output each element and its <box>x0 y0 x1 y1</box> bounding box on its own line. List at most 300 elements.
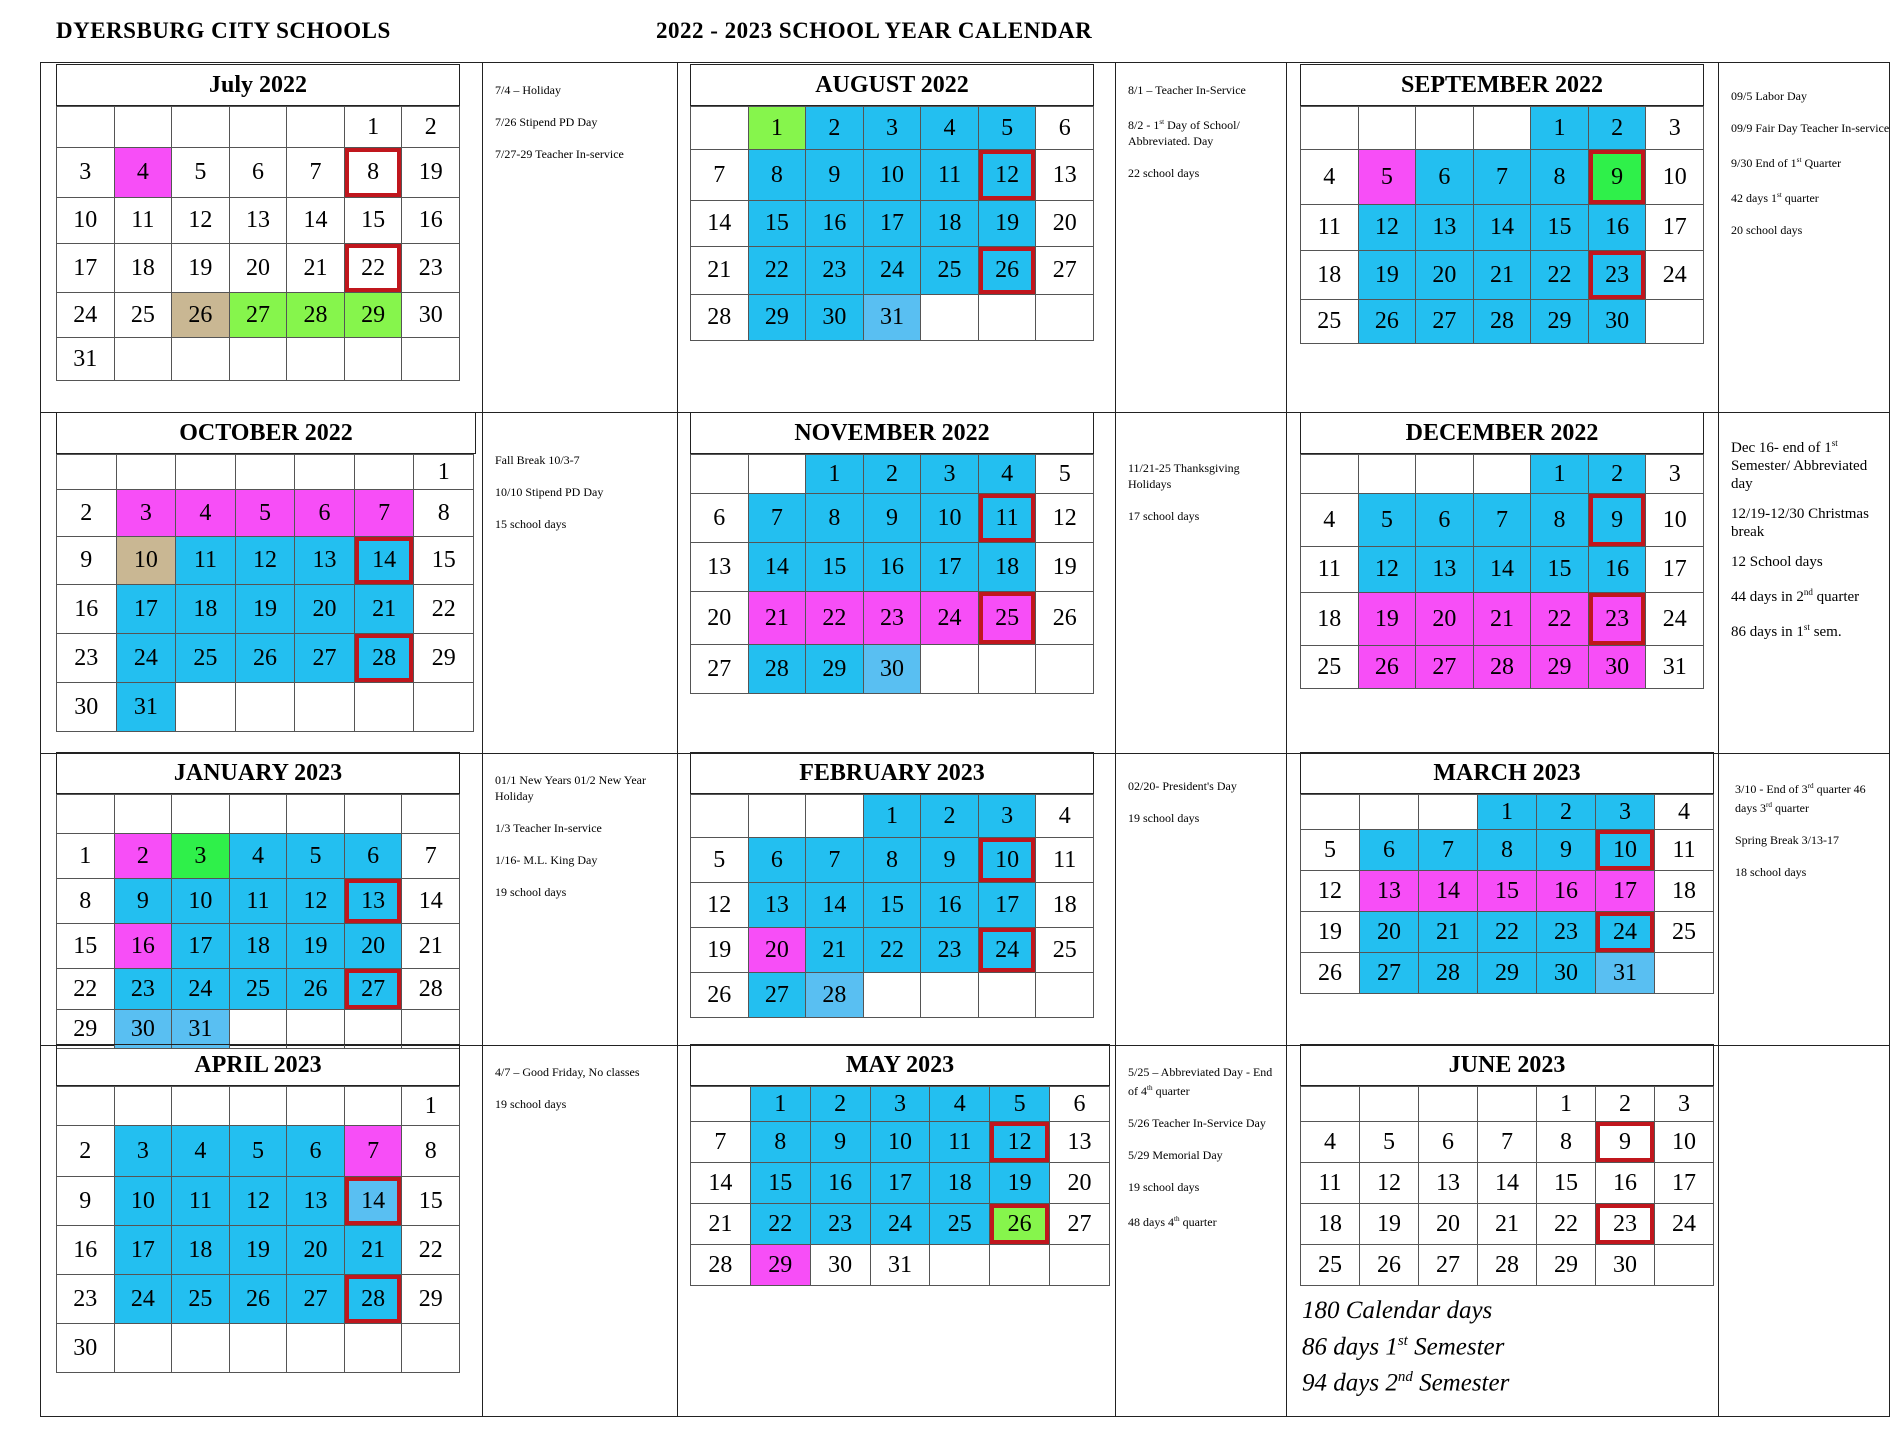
day-cell: 25 <box>930 1204 990 1245</box>
day-cell: 24 <box>1655 1204 1714 1245</box>
day-cell: 26 <box>172 293 230 338</box>
day-cell: 24 <box>57 293 115 338</box>
empty-cell <box>176 683 236 732</box>
day-cell: 11 <box>229 879 287 924</box>
week-row <box>57 1324 460 1373</box>
empty-cell <box>116 455 176 490</box>
day-cell: 26 <box>229 1275 287 1324</box>
day-cell: 23 <box>1537 912 1596 953</box>
week-row <box>1301 251 1704 300</box>
day-cell: 10 <box>114 1177 172 1226</box>
notes-feb <box>1128 778 1278 842</box>
day-cell: 4 <box>114 148 172 198</box>
month-grid <box>1300 794 1714 994</box>
day-cell: 8 <box>863 838 921 883</box>
day-cell: 24 <box>870 1204 930 1245</box>
empty-cell <box>1050 1245 1110 1286</box>
empty-cell <box>176 455 236 490</box>
day-cell: 14 <box>748 543 806 592</box>
day-cell: 27 <box>748 973 806 1018</box>
notes-oct <box>495 452 665 548</box>
day-cell: 4 <box>978 455 1036 494</box>
day-cell: 22 <box>402 1226 460 1275</box>
day-cell: 18 <box>1301 251 1359 300</box>
day-cell: 27 <box>1416 646 1474 689</box>
day-cell: 29 <box>344 293 402 338</box>
day-cell: 31 <box>172 1010 230 1049</box>
total-calendar-days: 180 Calendar days <box>1302 1297 1493 1324</box>
empty-cell <box>354 455 414 490</box>
week-row <box>57 585 474 634</box>
day-cell: 4 <box>1301 494 1359 547</box>
day-cell: 22 <box>750 1204 810 1245</box>
day-cell: 16 <box>1588 205 1646 251</box>
empty-cell <box>402 338 460 381</box>
day-cell: 15 <box>1478 871 1537 912</box>
day-cell: 25 <box>1301 1245 1360 1286</box>
empty-cell <box>295 683 355 732</box>
day-cell: 23 <box>863 592 921 645</box>
day-cell: 7 <box>806 838 864 883</box>
week-row <box>57 490 474 537</box>
week-row <box>57 1087 460 1126</box>
day-cell: 6 <box>295 490 355 537</box>
day-cell: 6 <box>1360 830 1419 871</box>
week-row <box>1301 300 1704 344</box>
day-cell: 24 <box>978 928 1036 973</box>
note-line: 18 school days <box>1735 865 1807 879</box>
empty-cell <box>1655 953 1714 994</box>
empty-cell <box>114 107 172 148</box>
week-row <box>57 107 460 148</box>
day-cell: 6 <box>691 494 749 543</box>
day-cell: 31 <box>57 338 115 381</box>
empty-cell <box>1301 1087 1360 1122</box>
week-row <box>57 834 460 879</box>
notes-nov <box>1128 460 1278 540</box>
week-row <box>691 928 1094 973</box>
day-cell: 26 <box>990 1204 1050 1245</box>
day-cell: 1 <box>1531 455 1589 494</box>
empty-cell <box>287 1010 345 1049</box>
day-cell: 23 <box>1588 251 1646 300</box>
day-cell: 12 <box>1301 871 1360 912</box>
day-cell: 2 <box>1588 455 1646 494</box>
day-cell: 17 <box>978 883 1036 928</box>
week-row <box>691 494 1094 543</box>
day-cell: 8 <box>806 494 864 543</box>
day-cell: 5 <box>1036 455 1094 494</box>
week-row <box>691 1122 1110 1163</box>
day-cell: 28 <box>344 1275 402 1324</box>
day-cell: 5 <box>1301 830 1360 871</box>
day-cell: 5 <box>978 107 1036 150</box>
day-cell: 6 <box>1036 107 1094 150</box>
day-cell: 5 <box>287 834 345 879</box>
note-line: 02/20- President's Day <box>1128 779 1237 793</box>
day-cell: 12 <box>1360 1163 1419 1204</box>
empty-cell <box>691 107 749 150</box>
day-cell: 15 <box>1531 205 1589 251</box>
day-cell: 27 <box>287 1275 345 1324</box>
empty-cell <box>344 338 402 381</box>
week-row <box>57 879 460 924</box>
note-line: 19 school days <box>1128 811 1200 825</box>
day-cell: 20 <box>1360 912 1419 953</box>
header-title: 2022 - 2023 SCHOOL YEAR CALENDAR <box>656 18 1093 43</box>
month-title: MARCH 2023 <box>1300 752 1714 794</box>
week-row <box>691 295 1094 341</box>
note-line: 12 School days <box>1731 554 1823 570</box>
day-cell: 14 <box>287 198 345 244</box>
month-title: OCTOBER 2022 <box>56 412 476 454</box>
day-cell: 29 <box>402 1275 460 1324</box>
day-cell: 16 <box>57 1226 115 1275</box>
day-cell: 4 <box>930 1087 990 1122</box>
week-row <box>57 244 460 293</box>
month-grid <box>56 1086 460 1373</box>
day-cell: 11 <box>176 537 236 585</box>
empty-cell <box>1036 295 1094 341</box>
day-cell: 8 <box>344 148 402 198</box>
notes-mar <box>1735 778 1890 896</box>
day-cell: 24 <box>1646 251 1704 300</box>
month-title: JUNE 2023 <box>1300 1044 1714 1086</box>
day-cell: 14 <box>344 1177 402 1226</box>
empty-cell <box>1360 1087 1419 1122</box>
day-cell: 25 <box>1655 912 1714 953</box>
empty-cell <box>287 338 345 381</box>
week-row <box>1301 1087 1714 1122</box>
day-cell: 29 <box>806 645 864 694</box>
empty-cell <box>921 645 979 694</box>
day-cell: 23 <box>810 1204 870 1245</box>
day-cell: 13 <box>1419 1163 1478 1204</box>
day-cell: 17 <box>863 201 921 247</box>
day-cell: 10 <box>1646 494 1704 547</box>
day-cell: 10 <box>978 838 1036 883</box>
day-cell: 29 <box>1537 1245 1596 1286</box>
month-title: MAY 2023 <box>690 1044 1110 1086</box>
day-cell: 21 <box>1473 251 1531 300</box>
day-cell: 15 <box>1537 1163 1596 1204</box>
empty-cell <box>1655 1245 1714 1286</box>
note-line: 5/29 Memorial Day <box>1128 1148 1223 1162</box>
empty-cell <box>114 338 172 381</box>
day-cell: 22 <box>414 585 474 634</box>
day-cell: 10 <box>1655 1122 1714 1163</box>
day-cell: 2 <box>57 490 117 537</box>
day-cell: 19 <box>1036 543 1094 592</box>
day-cell: 6 <box>1050 1087 1110 1122</box>
day-cell: 12 <box>1358 205 1416 251</box>
week-row <box>1301 593 1704 646</box>
note-line: 19 school days <box>495 1097 567 1111</box>
empty-cell <box>1301 795 1360 830</box>
day-cell: 16 <box>1596 1163 1655 1204</box>
day-cell: 26 <box>235 634 295 683</box>
day-cell: 2 <box>1596 1087 1655 1122</box>
day-cell: 25 <box>978 592 1036 645</box>
day-cell: 21 <box>344 1226 402 1275</box>
day-cell: 12 <box>1036 494 1094 543</box>
day-cell: 12 <box>229 1177 287 1226</box>
day-cell: 18 <box>176 585 236 634</box>
empty-cell <box>402 795 460 834</box>
day-cell: 3 <box>1646 107 1704 150</box>
day-cell: 16 <box>1588 547 1646 593</box>
day-cell: 10 <box>1596 830 1655 871</box>
week-row <box>57 455 474 490</box>
day-cell: 30 <box>57 1324 115 1373</box>
month-title: NOVEMBER 2022 <box>690 412 1094 454</box>
day-cell: 28 <box>1478 1245 1537 1286</box>
day-cell: 13 <box>287 1177 345 1226</box>
empty-cell <box>863 973 921 1018</box>
year-totals <box>1302 1296 1509 1399</box>
day-cell: 2 <box>1588 107 1646 150</box>
day-cell: 1 <box>344 107 402 148</box>
day-cell: 23 <box>806 247 864 295</box>
month-title: DECEMBER 2022 <box>1300 412 1704 454</box>
day-cell: 14 <box>402 879 460 924</box>
day-cell: 23 <box>57 1275 115 1324</box>
month-grid <box>1300 1086 1714 1286</box>
day-cell: 2 <box>810 1087 870 1122</box>
day-cell: 21 <box>691 1204 751 1245</box>
week-row <box>1301 795 1714 830</box>
day-cell: 22 <box>1478 912 1537 953</box>
day-cell: 3 <box>114 1126 172 1177</box>
week-row <box>57 1275 460 1324</box>
week-row <box>691 247 1094 295</box>
empty-cell <box>748 795 806 838</box>
day-cell: 5 <box>1358 494 1416 547</box>
day-cell: 4 <box>176 490 236 537</box>
day-cell: 1 <box>863 795 921 838</box>
day-cell: 11 <box>1301 547 1359 593</box>
day-cell: 9 <box>57 1177 115 1226</box>
day-cell: 2 <box>1537 795 1596 830</box>
day-cell: 8 <box>57 879 115 924</box>
day-cell: 11 <box>1301 205 1359 251</box>
day-cell: 19 <box>978 201 1036 247</box>
week-row <box>691 150 1094 201</box>
day-cell: 9 <box>806 150 864 201</box>
day-cell: 7 <box>402 834 460 879</box>
note-line: 19 school days <box>1128 1180 1200 1194</box>
day-cell: 13 <box>295 537 355 585</box>
day-cell: 28 <box>691 1245 751 1286</box>
empty-cell <box>229 795 287 834</box>
day-cell: 14 <box>1419 871 1478 912</box>
day-cell: 21 <box>748 592 806 645</box>
day-cell: 21 <box>402 924 460 969</box>
day-cell: 28 <box>806 973 864 1018</box>
total-first-semester: 86 days 1st Semester <box>1302 1333 1505 1361</box>
day-cell: 16 <box>402 198 460 244</box>
day-cell: 3 <box>870 1087 930 1122</box>
day-cell: 1 <box>748 107 806 150</box>
month-grid <box>690 454 1094 694</box>
note-line: 5/26 Teacher In-Service Day <box>1128 1116 1266 1130</box>
week-row <box>57 293 460 338</box>
empty-cell <box>921 295 979 341</box>
empty-cell <box>287 1324 345 1373</box>
day-cell: 21 <box>691 247 749 295</box>
empty-cell <box>114 1324 172 1373</box>
day-cell: 9 <box>57 537 117 585</box>
day-cell: 12 <box>990 1122 1050 1163</box>
note-line: 4/7 – Good Friday, No classes <box>495 1065 640 1079</box>
day-cell: 14 <box>691 1163 751 1204</box>
day-cell: 1 <box>750 1087 810 1122</box>
note-line: 8/2 - 1st Day of School/ Abbreviated. Day <box>1128 118 1240 148</box>
day-cell: 7 <box>344 1126 402 1177</box>
day-cell: 31 <box>1646 646 1704 689</box>
note-line: 86 days in 1st sem. <box>1731 622 1842 640</box>
day-cell: 16 <box>863 543 921 592</box>
day-cell: 20 <box>691 592 749 645</box>
week-row <box>1301 107 1704 150</box>
day-cell: 14 <box>806 883 864 928</box>
day-cell: 27 <box>691 645 749 694</box>
month-title: AUGUST 2022 <box>690 64 1094 106</box>
day-cell: 11 <box>1036 838 1094 883</box>
week-row <box>57 969 460 1010</box>
day-cell: 15 <box>750 1163 810 1204</box>
day-cell: 7 <box>748 494 806 543</box>
day-cell: 27 <box>1036 247 1094 295</box>
day-cell: 19 <box>990 1163 1050 1204</box>
week-row <box>691 201 1094 247</box>
day-cell: 25 <box>172 1275 230 1324</box>
day-cell: 22 <box>1531 251 1589 300</box>
day-cell: 30 <box>810 1245 870 1286</box>
empty-cell <box>414 683 474 732</box>
day-cell: 18 <box>1655 871 1714 912</box>
week-row <box>57 1010 460 1049</box>
month-grid <box>56 106 460 381</box>
day-cell: 17 <box>1646 205 1704 251</box>
day-cell: 17 <box>921 543 979 592</box>
day-cell: 6 <box>1419 1122 1478 1163</box>
day-cell: 25 <box>229 969 287 1010</box>
day-cell: 26 <box>1360 1245 1419 1286</box>
day-cell: 9 <box>921 838 979 883</box>
day-cell: 21 <box>806 928 864 973</box>
day-cell: 13 <box>691 543 749 592</box>
empty-cell <box>172 338 230 381</box>
day-cell: 26 <box>1301 953 1360 994</box>
note-line: 01/1 New Years 01/2 New Year Holiday <box>495 773 646 803</box>
day-cell: 4 <box>921 107 979 150</box>
notes-sep <box>1731 88 1891 254</box>
empty-cell <box>1036 973 1094 1018</box>
day-cell: 20 <box>1416 593 1474 646</box>
day-cell: 19 <box>229 1226 287 1275</box>
day-cell: 30 <box>114 1010 172 1049</box>
week-row <box>57 148 460 198</box>
day-cell: 30 <box>1588 646 1646 689</box>
day-cell: 16 <box>806 201 864 247</box>
day-cell: 1 <box>57 834 115 879</box>
day-cell: 12 <box>172 198 230 244</box>
day-cell: 5 <box>990 1087 1050 1122</box>
day-cell: 19 <box>691 928 749 973</box>
day-cell: 20 <box>287 1226 345 1275</box>
empty-cell <box>1358 455 1416 494</box>
day-cell: 22 <box>57 969 115 1010</box>
day-cell: 3 <box>978 795 1036 838</box>
note-line: 22 school days <box>1128 166 1200 180</box>
day-cell: 15 <box>806 543 864 592</box>
day-cell: 16 <box>114 924 172 969</box>
day-cell: 19 <box>1358 251 1416 300</box>
day-cell: 16 <box>921 883 979 928</box>
day-cell: 30 <box>1588 300 1646 344</box>
notes-dec <box>1731 434 1891 653</box>
week-row <box>691 1245 1110 1286</box>
day-cell: 8 <box>402 1126 460 1177</box>
day-cell: 11 <box>930 1122 990 1163</box>
week-row <box>691 543 1094 592</box>
day-cell: 10 <box>863 150 921 201</box>
day-cell: 28 <box>1473 300 1531 344</box>
total-second-semester: 94 days 2nd Semester <box>1302 1369 1510 1397</box>
week-row <box>1301 830 1714 871</box>
day-cell: 27 <box>229 293 287 338</box>
day-cell: 16 <box>1537 871 1596 912</box>
day-cell: 9 <box>1596 1122 1655 1163</box>
day-cell: 28 <box>354 634 414 683</box>
day-cell: 23 <box>114 969 172 1010</box>
day-cell: 13 <box>1416 547 1474 593</box>
day-cell: 27 <box>344 969 402 1010</box>
day-cell: 16 <box>57 585 117 634</box>
empty-cell <box>1301 455 1359 494</box>
day-cell: 25 <box>1301 300 1359 344</box>
empty-cell <box>1358 107 1416 150</box>
empty-cell <box>344 1010 402 1049</box>
empty-cell <box>229 1087 287 1126</box>
day-cell: 16 <box>810 1163 870 1204</box>
day-cell: 31 <box>863 295 921 341</box>
day-cell: 15 <box>1531 547 1589 593</box>
week-row <box>1301 150 1704 205</box>
note-line: 09/9 Fair Day Teacher In-service <box>1731 121 1890 135</box>
day-cell: 22 <box>1531 593 1589 646</box>
day-cell: 18 <box>978 543 1036 592</box>
day-cell: 30 <box>863 645 921 694</box>
day-cell: 31 <box>870 1245 930 1286</box>
note-line: 09/5 Labor Day <box>1731 89 1807 103</box>
day-cell: 14 <box>1473 205 1531 251</box>
week-row <box>57 1226 460 1275</box>
day-cell: 21 <box>1473 593 1531 646</box>
day-cell: 17 <box>116 585 176 634</box>
day-cell: 8 <box>414 490 474 537</box>
day-cell: 9 <box>1588 150 1646 205</box>
day-cell: 7 <box>691 150 749 201</box>
note-line: 11/21-25 Thanksgiving Holidays <box>1128 461 1240 491</box>
note-line: 7/26 Stipend PD Day <box>495 115 598 129</box>
day-cell: 18 <box>114 244 172 293</box>
day-cell: 1 <box>1531 107 1589 150</box>
day-cell: 4 <box>1036 795 1094 838</box>
day-cell: 15 <box>344 198 402 244</box>
empty-cell <box>295 455 355 490</box>
